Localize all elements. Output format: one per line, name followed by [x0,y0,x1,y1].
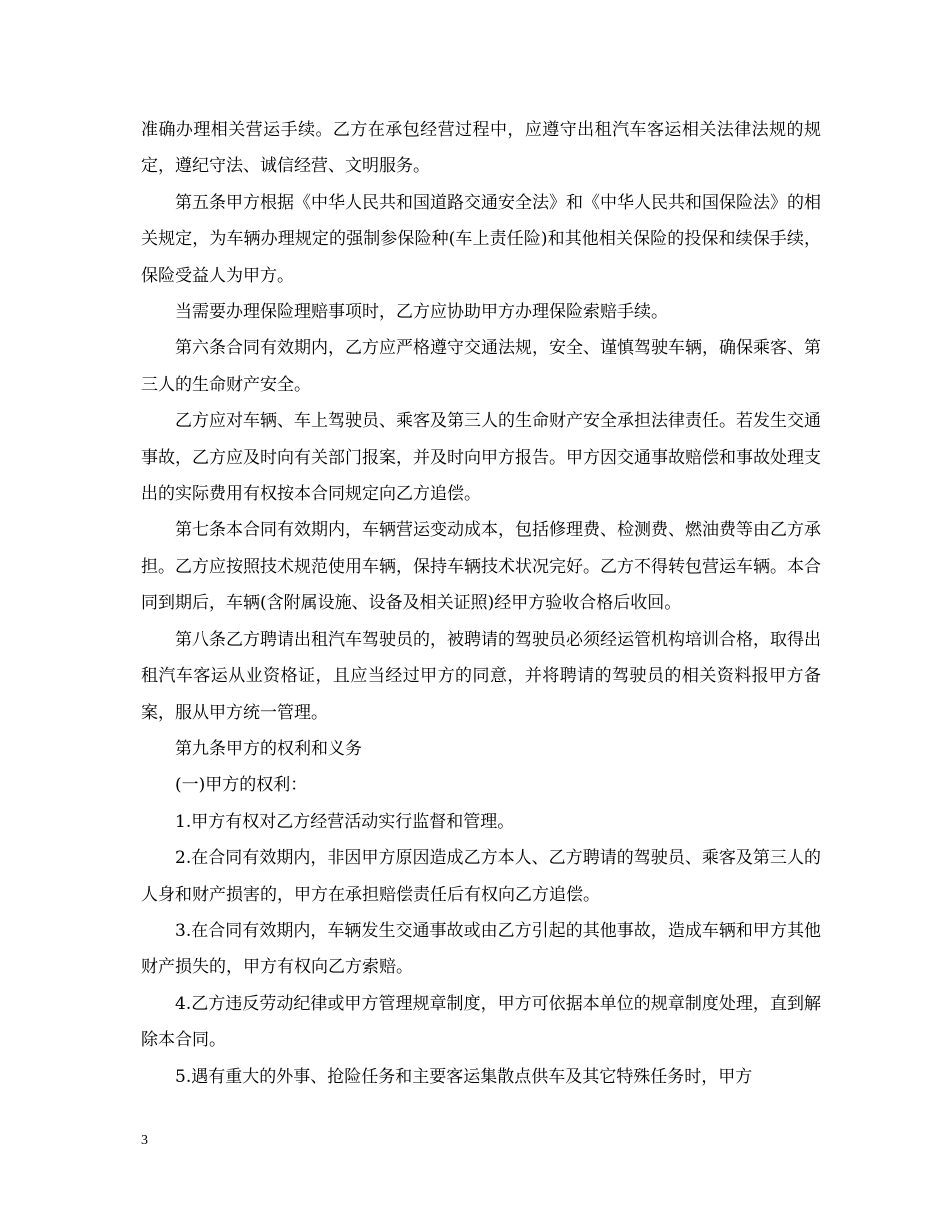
paragraph-10: 1.甲方有权对乙方经营活动实行监督和管理。 [175,811,515,832]
paragraph-4: 第六条合同有效期内，乙方应严格遵守交通法规，安全、谨慎驾驶车辆，确保乘客、第三人的生命财产安全。 [141,338,821,395]
paragraph-3: 当需要办理保险理赔事项时，乙方应协助甲方办理保险索赔手续。 [175,302,668,323]
paragraph-6: 第七条本合同有效期内，车辆营运变动成本，包括修理费、检测费、燃油费等由乙方承担。乙方应按照技术规范使用车辆，保持车辆技术状况完好。乙方不得转包营运车辆。本合同到期后，车辆(含附属设施、设备及相关证照)经甲方验收合格后收回。 [141,520,821,614]
document-body [141,112,821,1095]
paragraph-11: 2.在合同有效期内，非因甲方原因造成乙方本人、乙方聘请的驾驶员、乘客及第三人的人身和财产损害的，甲方在承担赔偿责任后有权向乙方追偿。 [141,848,821,905]
paragraph-14: 5.遇有重大的外事、抢险任务和主要客运集散点供车及其它特殊任务时，甲方 [175,1066,753,1087]
paragraph-7: 第八条乙方聘请出租汽车驾驶员的，被聘请的驾驶员必须经运管机构培训合格，取得出租汽车客运从业资格证，且应当经过甲方的同意，并将聘请的驾驶员的相关资料报甲方备案，服从甲方统一管理。 [141,629,821,723]
paragraph-13: 4.乙方违反劳动纪律或甲方管理规章制度，甲方可依据本单位的规章制度处理，直到解除本合同。 [141,993,821,1051]
paragraph-12: 3.在合同有效期内，车辆发生交通事故或由乙方引起的其他事故，造成车辆和甲方其他财产损失的，甲方有权向乙方索赔。 [141,920,821,978]
paragraph-9: (一)甲方的权利： [175,775,308,796]
paragraph-1: 准确办理相关营运手续。乙方在承包经营过程中，应遵守出租汽车客运相关法律法规的规定，遵纪守法、诚信经营、文明服务。 [141,120,821,177]
paragraph-2: 第五条甲方根据《中华人民共和国道路交通安全法》和《中华人民共和国保险法》的相关规定，为车辆办理规定的强制参保险种(车上责任险)和其他相关保险的投保和续保手续，保险受益人为甲方。 [141,192,821,286]
page-number: 3 [141,1133,148,1148]
paragraph-8: 第九条甲方的权利和义务 [175,738,362,759]
paragraph-5: 乙方应对车辆、车上驾驶员、乘客及第三人的生命财产安全承担法律责任。若发生交通事故，乙方应及时向有关部门报案，并及时向甲方报告。甲方因交通事故赔偿和事故处理支出的实际费用有权按本合同规定向乙方追偿。 [141,411,821,505]
